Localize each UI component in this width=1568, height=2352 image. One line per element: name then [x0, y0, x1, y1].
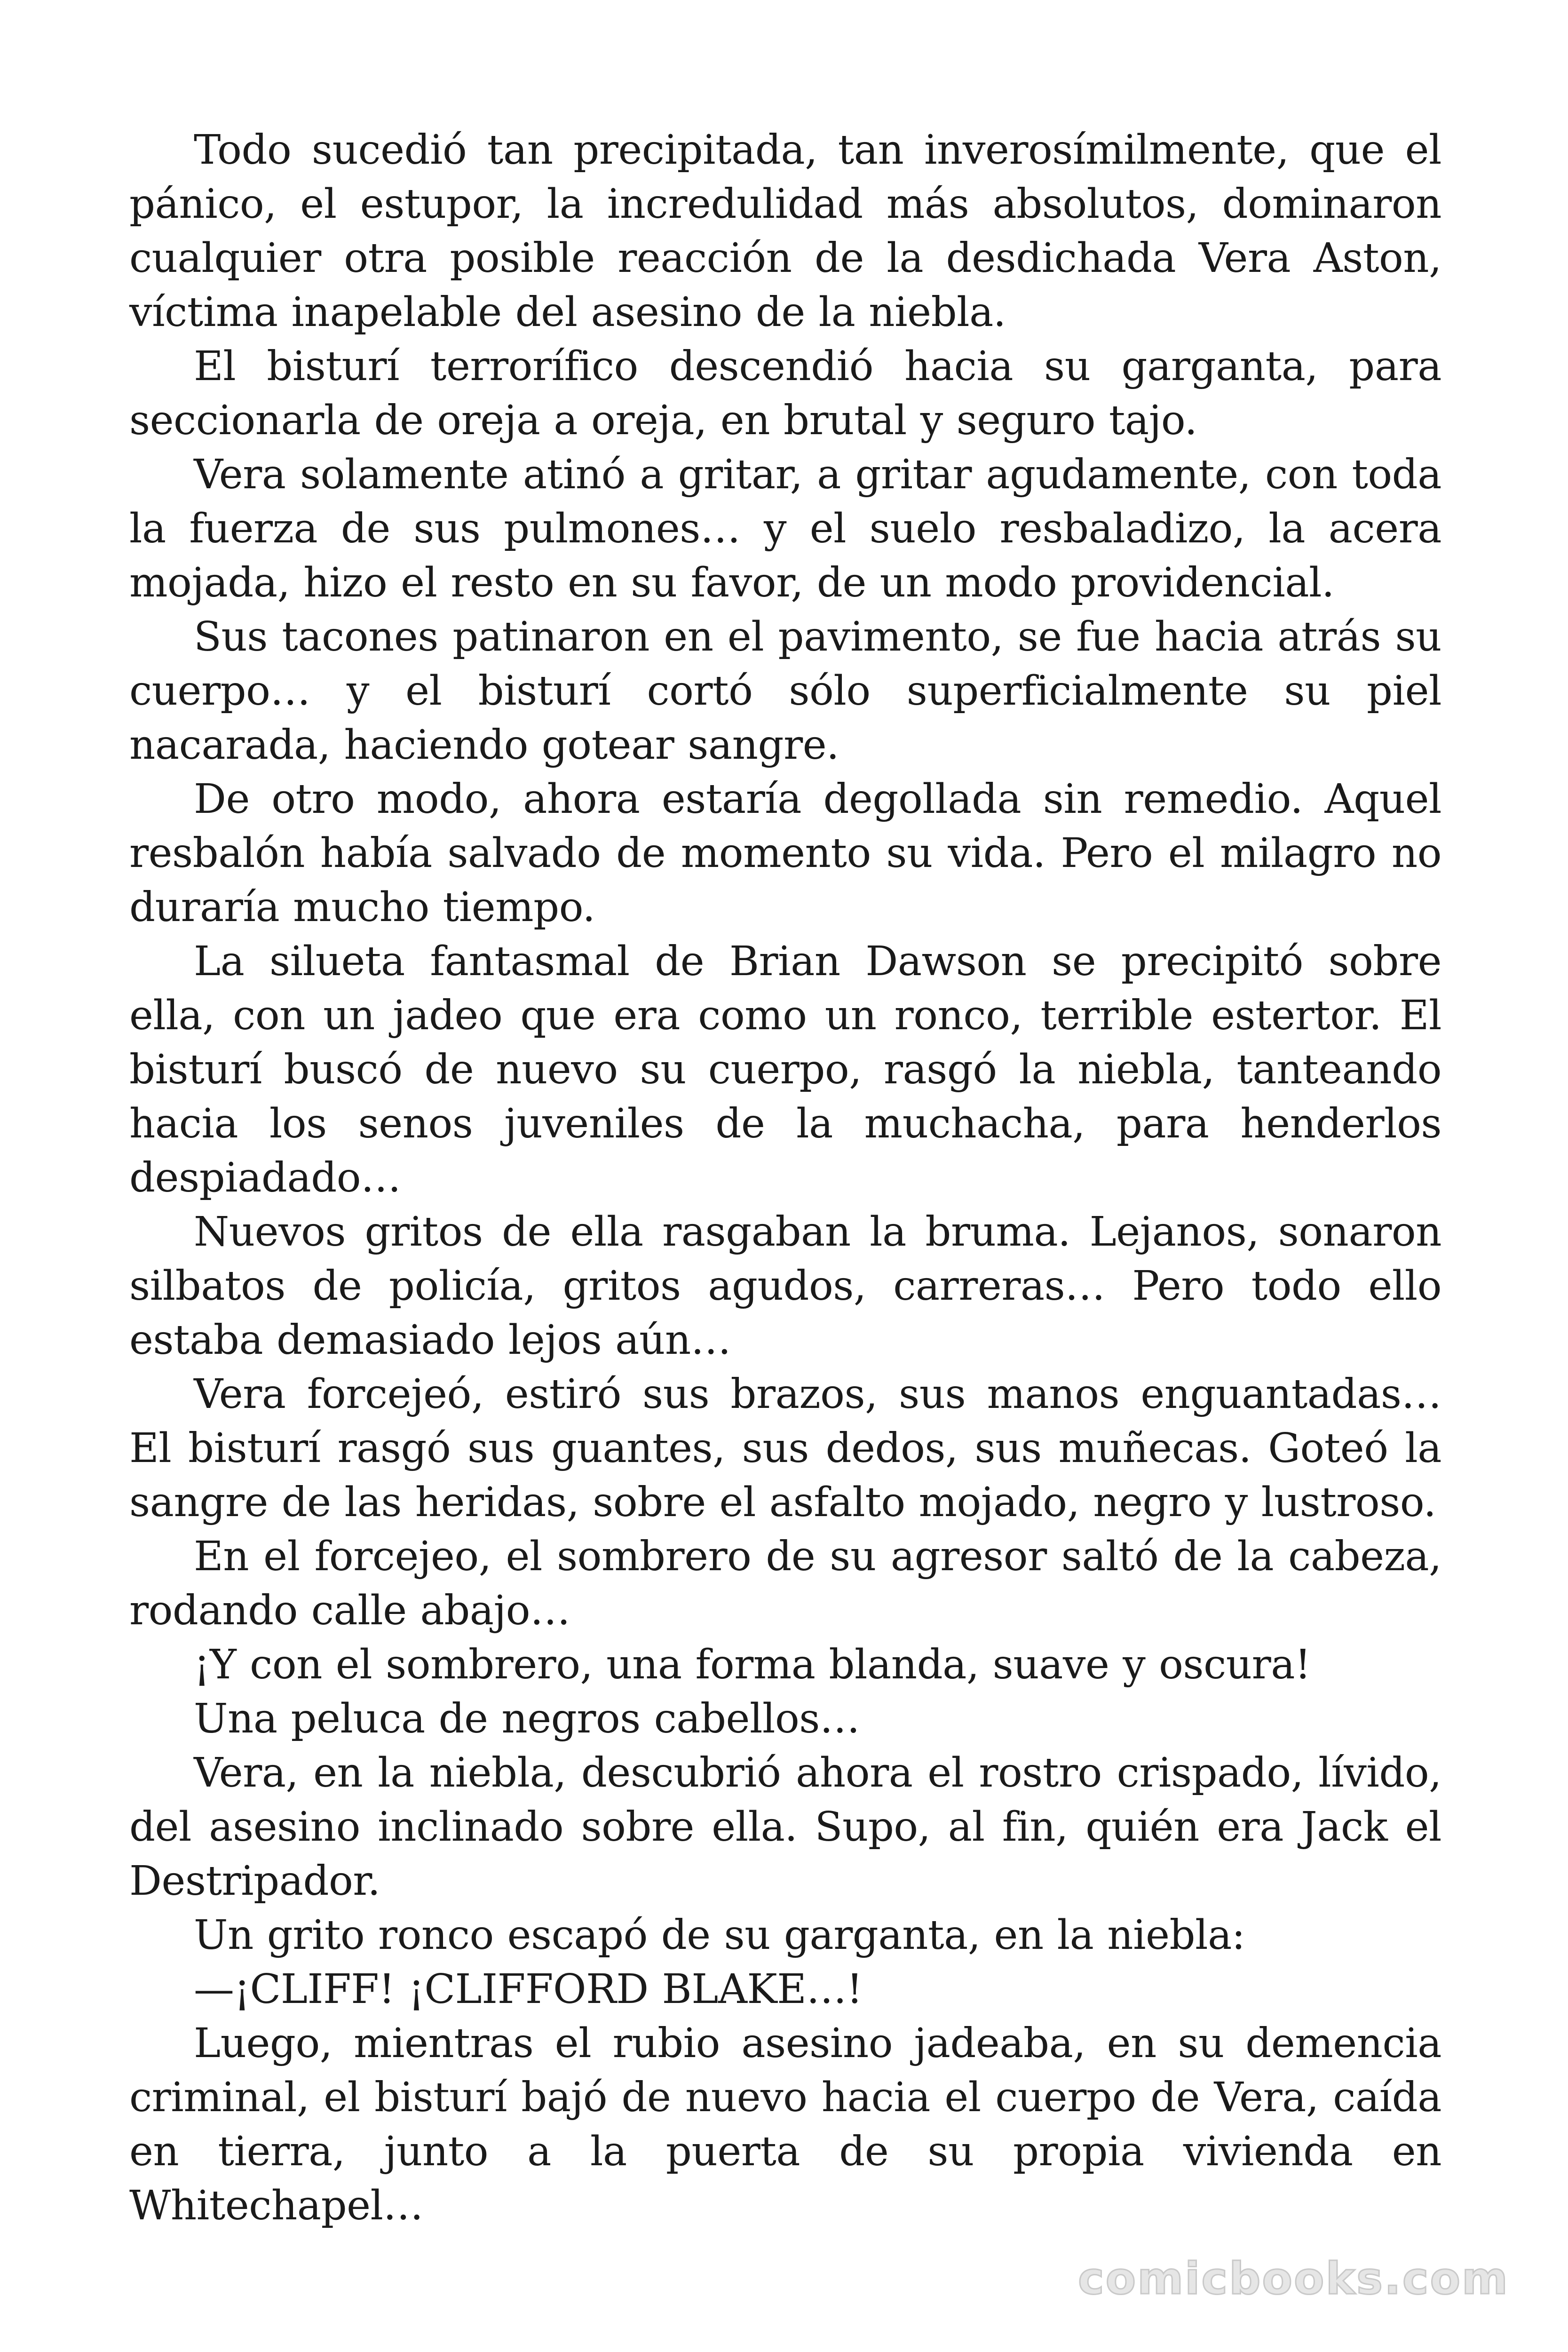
- paragraph: Una peluca de negros cabellos…: [194, 1695, 860, 1742]
- paragraph: Un grito ronco escapó de su garganta, en la niebla:: [194, 1912, 1245, 1959]
- paragraph: La silueta fantasmal de Brian Dawson se precipitó sobre ella, con un jadeo que era como un ronco, terrible estertor. El bisturí buscó de nuevo su cuerpo, rasgó la niebla, tanteando hacia los senos juveniles de la muchacha, para henderlos despiadado…: [129, 938, 1441, 1201]
- paragraph: Luego, mientras el rubio asesino jadeaba, en su demencia criminal, el bisturí bajó de nuevo hacia el cuerpo de Vera, caída en tierra, junto a la puerta de su propia vivienda en Whitechapel…: [129, 2020, 1441, 2229]
- body-text: [129, 123, 1441, 2233]
- paragraph: Todo sucedió tan precipitada, tan inverosímilmente, que el pánico, el estupor, la incredulidad más absolutos, dominaron cualquier otra posible reacción de la desdichada Vera Aston, víctima inapelable del asesino de la niebla.: [129, 127, 1441, 336]
- site-watermark: comicbooks.com: [1077, 2253, 1509, 2304]
- paragraph: El bisturí terrorífico descendió hacia su garganta, para seccionarla de oreja a oreja, en brutal y seguro tajo.: [129, 343, 1441, 444]
- paragraph: Vera, en la niebla, descubrió ahora el rostro crispado, lívido, del asesino inclinado sobre ella. Supo, al fin, quién era Jack el Destripador.: [129, 1749, 1441, 1905]
- paragraph: ¡Y con el sombrero, una forma blanda, suave y oscura!: [194, 1641, 1311, 1688]
- paragraph: —¡CLIFF! ¡CLIFFORD BLAKE…!: [194, 1966, 863, 2013]
- paragraph: Sus tacones patinaron en el pavimento, se fue hacia atrás su cuerpo… y el bisturí cortó sólo superficialmente su piel nacarada, haciendo gotear sangre.: [129, 613, 1441, 769]
- paragraph: Vera forcejeó, estiró sus brazos, sus manos enguantadas… El bisturí rasgó sus guantes, sus dedos, sus muñecas. Goteó la sangre de las heridas, sobre el asfalto mojado, negro y lustroso.: [129, 1371, 1441, 1526]
- paragraph: Vera solamente atinó a gritar, a gritar agudamente, con toda la fuerza de sus pulmones… y el suelo resbaladizo, la acera mojada, hizo el resto en su favor, de un modo providencial.: [129, 451, 1441, 606]
- paragraph: De otro modo, ahora estaría degollada sin remedio. Aquel resbalón había salvado de momento su vida. Pero el milagro no duraría mucho tiempo.: [129, 776, 1441, 931]
- paragraph: En el forcejeo, el sombrero de su agresor saltó de la cabeza, rodando calle abajo…: [129, 1533, 1441, 1634]
- paragraph: Nuevos gritos de ella rasgaban la bruma. Lejanos, sonaron silbatos de policía, gritos agudos, carreras… Pero todo ello estaba demasiado lejos aún…: [129, 1208, 1441, 1364]
